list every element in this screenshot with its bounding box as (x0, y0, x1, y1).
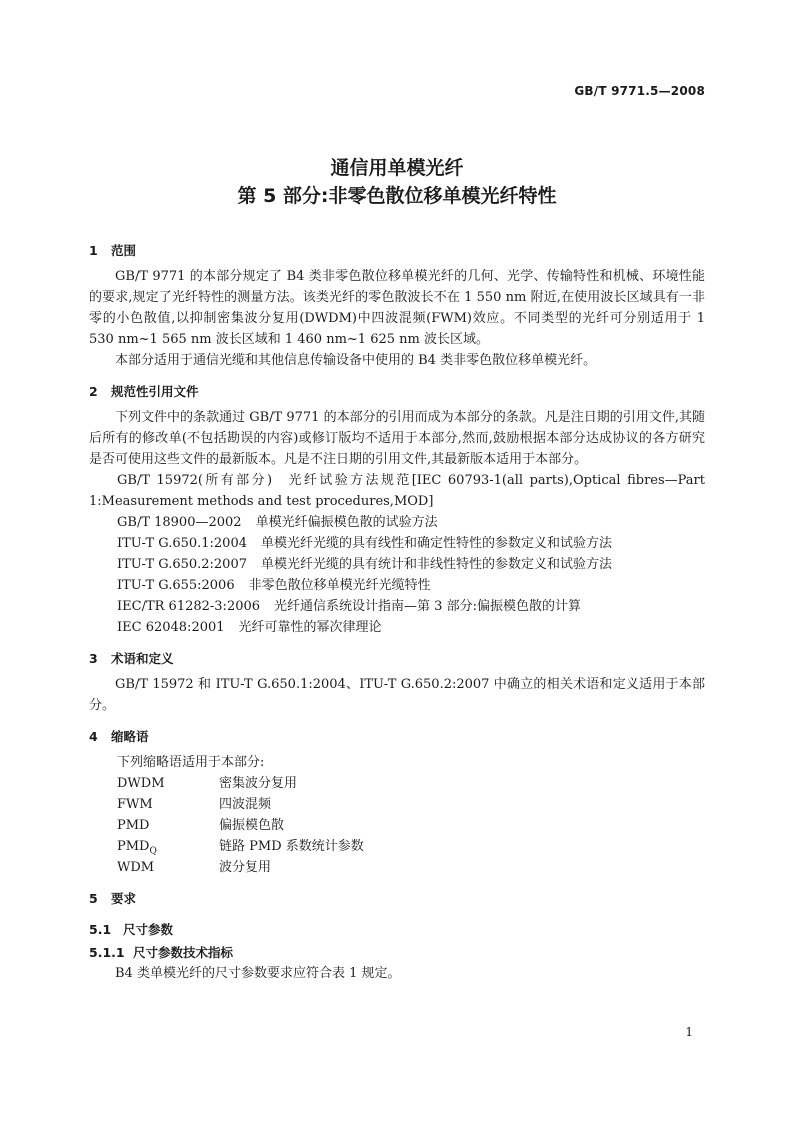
section-title: 缩略语 (111, 729, 149, 744)
reference-code: ITU-T G.655:2006 (117, 578, 235, 593)
subsection-title: 尺寸参数 (123, 922, 174, 937)
reference-code: IEC 62048:2001 (117, 620, 225, 635)
abbreviation-term-subscript: Q (149, 846, 157, 857)
abbreviation-term: PMD (117, 818, 150, 833)
paragraph: 下列文件中的条款通过 GB/T 9771 的本部分的引用而成为本部分的条款。凡是注日期的引用文件,其随后所有的修改单(不包括勘误的内容)或修订版均不适用于本部分,然而,鼓励根据本部分达成协议的各方研究是否可使用这些文件的最新版本。凡是不注日期的引用文件,其最新版本适用于本部分。 (89, 410, 705, 467)
abbreviation-row (89, 815, 705, 836)
section-number: 4 (89, 729, 98, 744)
reference-item (89, 512, 705, 533)
abbreviation-term: DWDM (117, 776, 165, 791)
section-heading-scope (89, 240, 705, 261)
section-heading-abbreviations (89, 726, 705, 747)
abbreviation-definition: 链路 PMD 系数统计参数 (219, 839, 364, 854)
abbreviation-definition: 密集波分复用 (219, 776, 298, 791)
section-number: 2 (89, 384, 98, 399)
subsection-number: 5.1 (89, 922, 112, 937)
reference-title: 非零色散位移单模光纤光缆特性 (248, 578, 431, 593)
reference-item (89, 617, 705, 638)
section-heading-normative-references (89, 381, 705, 402)
section-title: 要求 (111, 891, 137, 906)
section-title: 术语和定义 (111, 651, 174, 666)
reference-item (89, 533, 705, 554)
reference-title: 光纤可靠性的幂次律理论 (238, 620, 382, 635)
standard-code: GB/T 9771.5—2008 (574, 84, 705, 98)
reference-item (89, 596, 705, 617)
abbreviation-row (89, 794, 705, 815)
abbreviation-definition: 波分复用 (219, 860, 272, 875)
subsubsection-number: 5.1.1 (89, 945, 125, 960)
abbreviations-intro: 下列缩略语适用于本部分: (117, 755, 265, 770)
section-title: 规范性引用文件 (111, 384, 199, 399)
abbreviation-term-base: PMD (117, 839, 150, 854)
reference-code: GB/T 15972(所有部分) (117, 473, 273, 488)
abbreviation-definition: 四波混频 (219, 797, 272, 812)
reference-title: 光纤通信系统设计指南—第 3 部分:偏振模色散的计算 (274, 599, 581, 614)
section-number: 3 (89, 651, 98, 666)
subsubsection-heading-dimensional-specs (89, 942, 705, 963)
document-body (89, 240, 705, 984)
abbreviation-row (89, 773, 705, 794)
document-subtitle: 第 5 部分:非零色散位移单模光纤特性 (237, 185, 557, 207)
abbreviation-row (89, 836, 705, 857)
reference-code: GB/T 18900—2002 (117, 515, 242, 530)
page-number: 1 (685, 1025, 693, 1039)
section-heading-terms (89, 648, 705, 669)
paragraph: GB/T 15972 和 ITU-T G.650.1:2004、ITU-T G.650.2:2007 中确立的相关术语和定义适用于本部分。 (89, 677, 705, 713)
reference-item (89, 470, 705, 512)
abbreviation-term: FWM (117, 797, 153, 812)
reference-code: ITU-T G.650.2:2007 (117, 557, 247, 572)
paragraph: B4 类单模光纤的尺寸参数要求应符合表 1 规定。 (115, 966, 401, 981)
subsection-heading-dimensional-parameters (89, 919, 705, 940)
reference-title: 单模光纤光缆的具有统计和非线性特性的参数定义和试验方法 (261, 557, 613, 572)
reference-code: IEC/TR 61282-3:2006 (117, 599, 261, 614)
reference-code: ITU-T G.650.1:2004 (117, 536, 247, 551)
reference-title: 单模光纤光缆的具有线性和确定性特性的参数定义和试验方法 (261, 536, 613, 551)
reference-title: 光纤试验方法规范[IEC 60793-1(all parts),Optical fibres—Part 1:Measurement methods and test procedures,MOD] (89, 473, 705, 509)
paragraph: 本部分适用于通信光缆和其他信息传输设备中使用的 B4 类非零色散位移单模光纤。 (115, 353, 597, 368)
reference-item (89, 575, 705, 596)
reference-title: 单模光纤偏振模色散的试验方法 (255, 515, 438, 530)
section-number: 5 (89, 891, 98, 906)
subsubsection-title: 尺寸参数技术指标 (133, 945, 234, 960)
abbreviation-term: WDM (117, 860, 155, 875)
abbreviation-definition: 偏振模色散 (219, 818, 285, 833)
document-title: 通信用单模光纤 (330, 157, 464, 179)
paragraph: GB/T 9771 的本部分规定了 B4 类非零色散位移单模光纤的几何、光学、传输特性和机械、环境性能的要求,规定了光纤特性的测量方法。该类光纤的零色散波长不在 1 550 nm 附近,在使用波长区域具有一非零的小色散值,以抑制密集波分复用(DWDM)中四波混频(FWM)效应。不同类型的光纤可分别适用于 1 530 nm~1 565 nm 波长区域和 1 460 nm~1 625 nm 波长区域。 (89, 269, 705, 347)
reference-item (89, 554, 705, 575)
section-number: 1 (89, 243, 98, 258)
section-heading-requirements (89, 888, 705, 909)
abbreviation-row (89, 857, 705, 878)
section-title: 范围 (111, 243, 137, 258)
